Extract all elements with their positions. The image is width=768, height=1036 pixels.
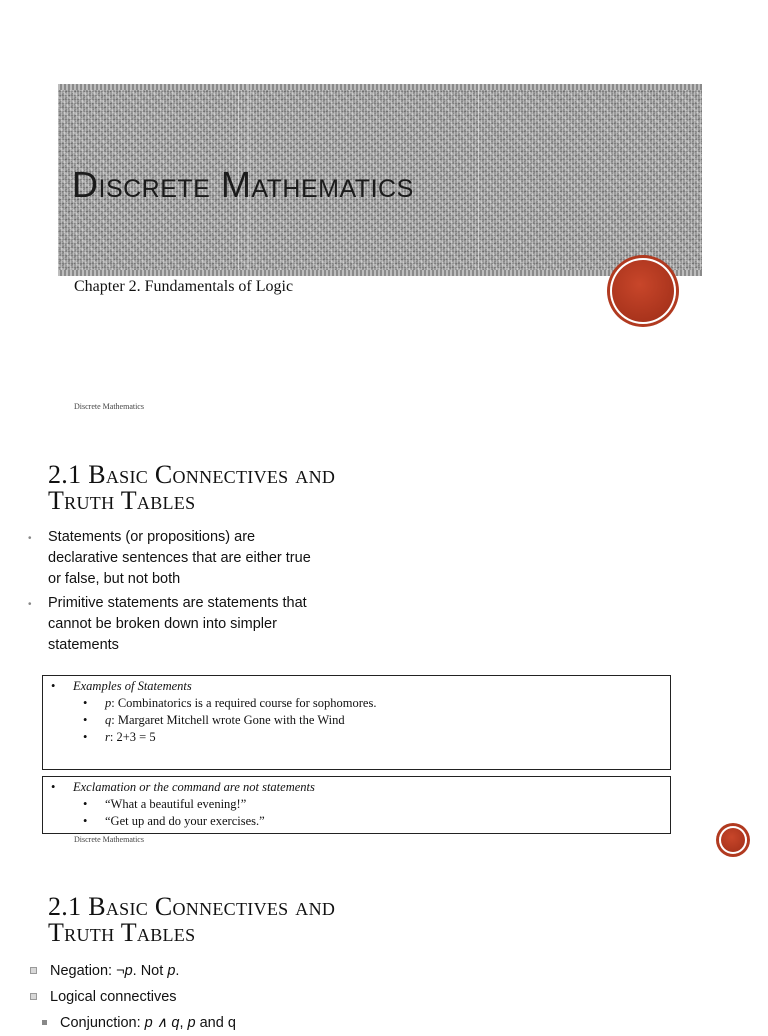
conjunction-end: and q xyxy=(195,1015,236,1031)
statement-text: : 2+3 = 5 xyxy=(109,730,156,744)
list-item xyxy=(49,729,664,746)
section-title-line1: 2.1 Basic Connectives and xyxy=(48,460,336,489)
list-item xyxy=(30,958,236,984)
box-heading: Exclamation or the command are not statements xyxy=(73,780,315,794)
section-title xyxy=(48,462,335,514)
subtitle: Chapter 2. Fundamentals of Logic xyxy=(74,278,294,295)
negation-tail: . Not xyxy=(132,963,168,979)
main-title: Discrete Mathematics xyxy=(72,164,414,205)
bullet-icon: • xyxy=(83,696,88,710)
slide-footer: Discrete Mathematics xyxy=(74,402,144,411)
statement-variable: r xyxy=(105,730,110,744)
section-title-line1: 2.1 Basic Connectives and xyxy=(48,892,336,921)
box-heading-row xyxy=(49,779,664,796)
statement-text: : Margaret Mitchell wrote Gone with the Wind xyxy=(111,713,345,727)
section-title xyxy=(48,894,335,946)
bullet-text: Statements (or propositions) are declarative sentences that are either true or false, but not both xyxy=(48,529,311,587)
list-item xyxy=(49,813,664,830)
example-text: “Get up and do your exercises.” xyxy=(105,814,265,828)
bullet-icon: • xyxy=(83,814,88,828)
section-title-line2: Truth Tables xyxy=(48,918,196,947)
list-item xyxy=(28,593,318,656)
negation-var: p xyxy=(167,963,176,979)
box-heading-row xyxy=(49,678,664,695)
conjunction-tail: , xyxy=(179,1015,188,1031)
bullet-icon: • xyxy=(83,730,88,744)
bullet-icon: • xyxy=(51,780,56,794)
bullet-icon: • xyxy=(83,713,88,727)
bullet-icon: • xyxy=(28,533,32,544)
banner-texture-line xyxy=(478,84,479,276)
banner-edge-bottom xyxy=(58,270,702,276)
negation-end: . xyxy=(175,963,180,979)
list-item xyxy=(30,984,236,1010)
box-heading: Examples of Statements xyxy=(73,679,192,693)
bullet-icon: • xyxy=(28,599,32,610)
bullet-text: Primitive statements are statements that cannot be broken down into simpler statements xyxy=(48,595,307,653)
conjunction-var: p xyxy=(187,1015,196,1031)
list-item xyxy=(30,1010,236,1036)
non-statements-box xyxy=(42,776,671,834)
statement-variable: p xyxy=(105,696,112,710)
section-title-line2: Truth Tables xyxy=(48,486,196,515)
bullet-icon: • xyxy=(83,797,88,811)
slide-footer: Discrete Mathematics xyxy=(74,835,144,844)
statement-variable: q xyxy=(105,713,112,727)
square-bullet-icon xyxy=(42,1020,47,1025)
statement-bullets xyxy=(28,527,318,659)
connectives-text: Logical connectives xyxy=(50,989,177,1005)
conjunction-lead: Conjunction: xyxy=(60,1015,145,1031)
list-item xyxy=(49,796,664,813)
bullet-icon: • xyxy=(51,679,56,693)
negation-expression: ¬p xyxy=(116,963,133,979)
examples-box xyxy=(42,675,671,770)
decorative-circle xyxy=(719,826,747,854)
negation-lead: Negation: xyxy=(50,963,117,979)
conjunction-expression: p ∧ q xyxy=(144,1015,180,1031)
banner-edge-top xyxy=(58,84,702,90)
square-bullet-icon xyxy=(30,967,37,974)
connectives-list xyxy=(30,958,236,1036)
list-item xyxy=(49,695,664,712)
statement-text: : Combinatorics is a required course for sophomores. xyxy=(111,696,377,710)
square-bullet-icon xyxy=(30,993,37,1000)
list-item xyxy=(28,527,318,590)
list-item xyxy=(49,712,664,729)
example-text: “What a beautiful evening!” xyxy=(105,797,247,811)
decorative-circle xyxy=(610,258,676,324)
